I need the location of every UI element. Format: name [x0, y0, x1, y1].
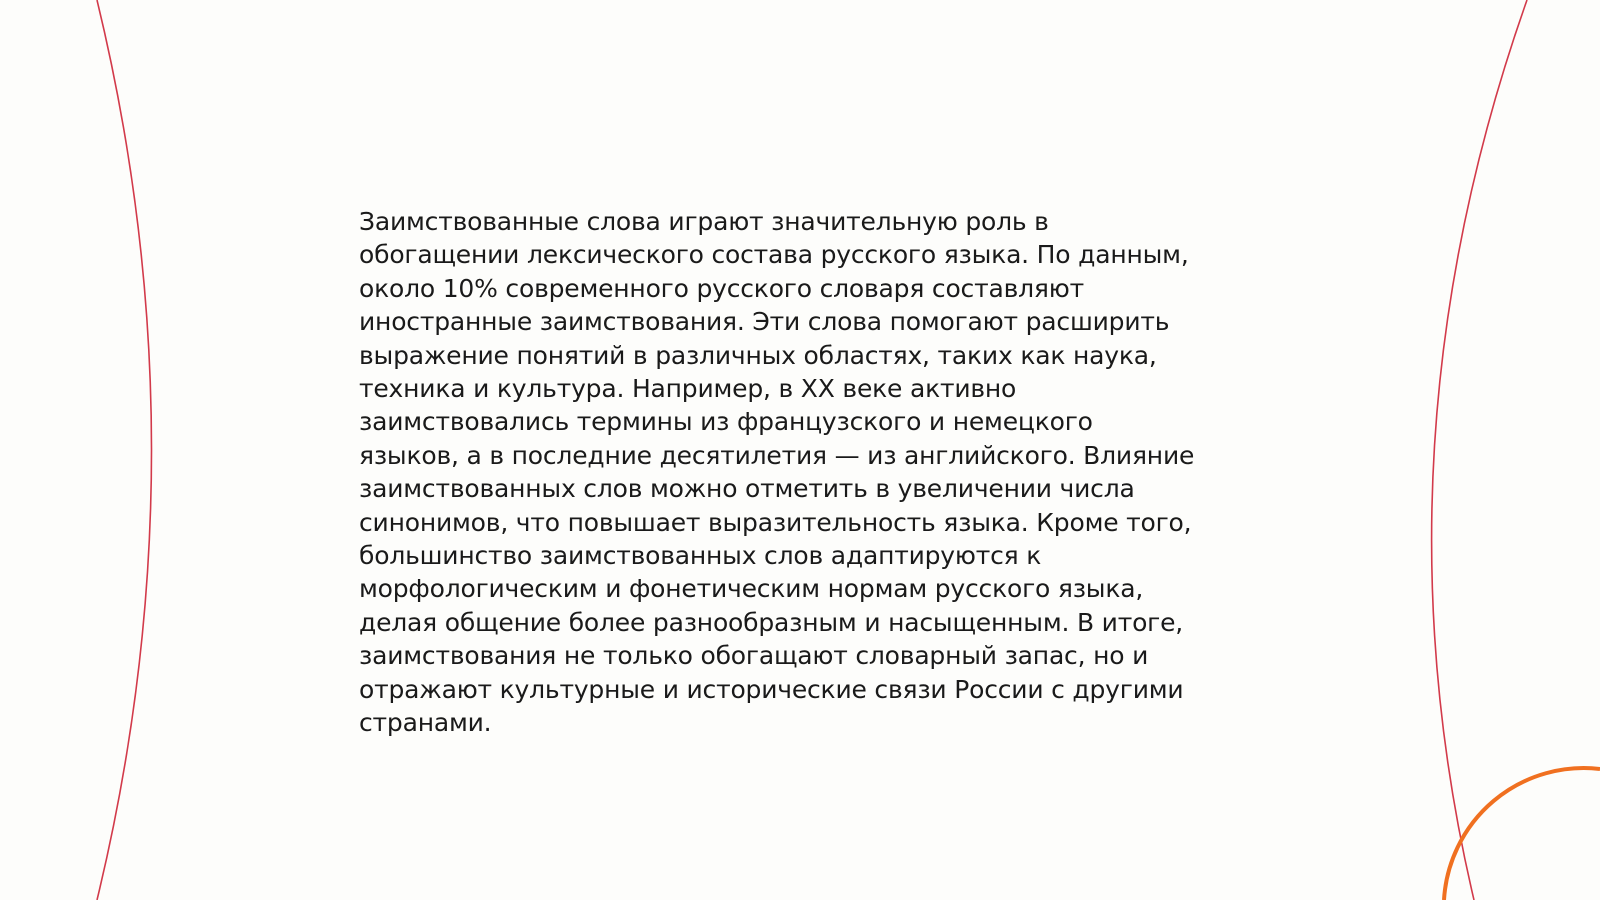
paragraph-line: выражение понятий в различных областях, таких как наука, — [359, 340, 1157, 370]
orange-arc — [1444, 768, 1600, 900]
body-paragraph — [359, 205, 1259, 740]
left-curve-line — [97, 0, 152, 900]
paragraph-line: обогащении лексического состава русского языка. По данным, — [359, 240, 1189, 270]
paragraph-line: языков, а в последние десятилетия — из английского. Влияние — [359, 440, 1195, 470]
paragraph-line: Заимствованные слова играют значительную роль в — [359, 207, 1049, 236]
paragraph-line: около 10% современного русского словаря составляют — [359, 273, 1084, 303]
paragraph-line: заимствованных слов можно отметить в увеличении числа — [359, 474, 1135, 504]
paragraph-line: техника и культура. Например, в XX веке активно — [359, 374, 1017, 404]
paragraph-line: морфологическим и фонетическим нормам русского языка, — [359, 574, 1144, 604]
paragraph-line: синонимов, что повышает выразительность языка. Кроме того, — [359, 507, 1192, 537]
paragraph-line: иностранные заимствования. Эти слова помогают расширить — [359, 307, 1170, 337]
paragraph-line: странами. — [359, 708, 492, 738]
right-curve-line — [1432, 0, 1527, 900]
paragraph-line: делая общение более разнообразным и насыщенным. В итоге, — [359, 607, 1184, 637]
paragraph-line: большинство заимствованных слов адаптируются к — [359, 541, 1042, 571]
paragraph-line: заимствования не только обогащают словарный запас, но и — [359, 641, 1149, 671]
paragraph-line: отражают культурные и исторические связи России с другими — [359, 674, 1184, 704]
paragraph-line: заимствовались термины из французского и немецкого — [359, 407, 1093, 437]
